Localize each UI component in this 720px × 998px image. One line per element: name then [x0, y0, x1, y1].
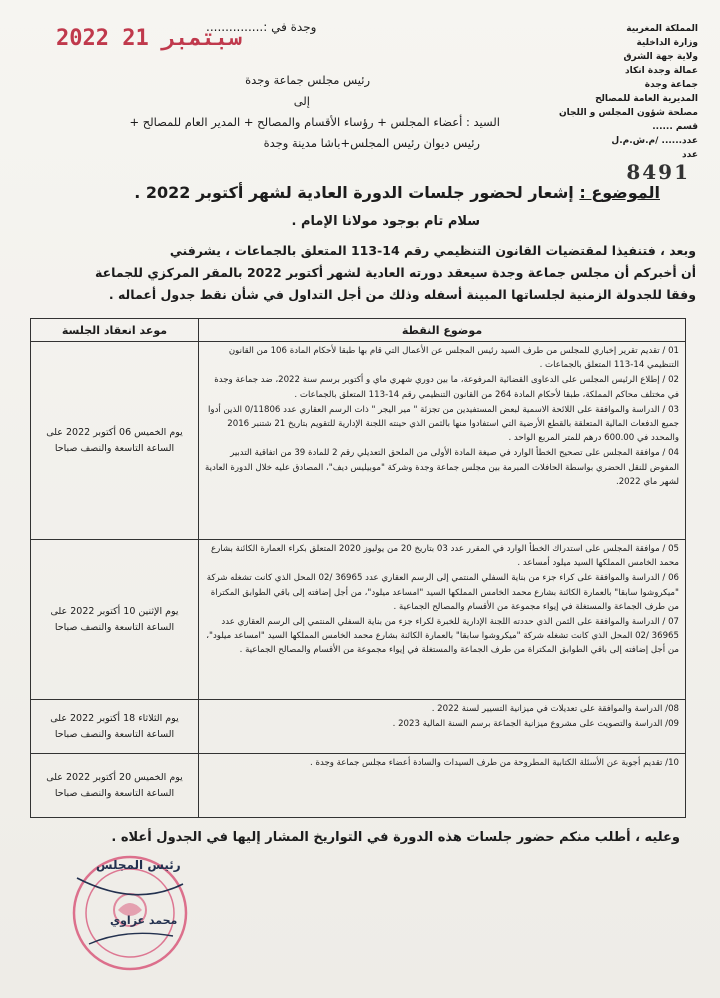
header-line: قسم ...... — [652, 122, 698, 132]
signature-title: رئيس المجلس — [96, 858, 181, 872]
table-row — [31, 700, 686, 754]
agenda-points-cell — [199, 754, 686, 818]
header-line: وزارة الداخلية — [636, 38, 698, 48]
greeting: سلام تام بوجود مولانا الإمام . — [291, 214, 480, 229]
session-date: يوم الثلاثاء 18 أكتوبر 2022 على الساعة التاسعة والنصف صباحا — [31, 700, 199, 754]
intro-paragraph — [26, 240, 696, 306]
agenda-points-cell — [199, 700, 686, 754]
authority-header — [548, 22, 698, 162]
agenda-points-cell — [199, 342, 686, 540]
agenda-point: 05 / موافقة المجلس على استدراك الخطأ الوارد في المقرر عدد 03 بتاريخ 20 من يوليوز 2020 المتعلق بكراء العمارة الكائنة بشارع محمد الخامس المملكها السيد ميلود أمساعد . — [210, 544, 679, 569]
recipients-line: رئيس ديوان رئيس المجلس+باشا مدينة وجدة — [263, 136, 480, 150]
closing-sentence: وعليه ، أطلب منكم حضور جلسات هذه الدورة في التواريخ المشار إليها في الجدول أعلاه . — [111, 830, 680, 845]
header-line: مصلحة شؤون المجلس و اللجان — [558, 108, 698, 118]
intro-line: وفقا للجدولة الزمنية لجلساتها المبينة أسفله وذلك من أجل التداول في شأن نقط جدول أعماله . — [108, 287, 696, 302]
to-label: إلى — [293, 94, 310, 108]
place-label: وجدة في :............... — [206, 20, 317, 34]
agenda-point: 01 / تقديم تقرير إخباري للمجلس من طرف السيد رئيس المجلس عن الأعمال التي قام بها طبقا لأحكام المادة 106 من القانون التنظيمي 14-113 المتعلق بالجماعات . — [228, 346, 679, 371]
column-header-points: موضوع النقطة — [199, 319, 686, 342]
session-date: يوم الخميس 20 أكتوبر 2022 على الساعة التاسعة والنصف صباحا — [31, 754, 199, 818]
table-row — [31, 342, 686, 540]
table-row — [31, 754, 686, 818]
session-date: يوم الإثنين 10 أكتوبر 2022 على الساعة التاسعة والنصف صباحا — [31, 540, 199, 700]
agenda-point: 08/ الدراسة والموافقة على تعديلات في ميزانية التسيير لسنة 2022 . — [431, 704, 679, 714]
intro-line: وبعد ، فتنفيذا لمقتضيات القانون التنظيمي رقم 14-113 المتعلق بالجماعات ، يشرفني — [169, 243, 696, 258]
sender: رئيس مجلس جماعة وجدة — [245, 73, 370, 87]
addressees — [30, 70, 500, 154]
subject — [40, 183, 660, 202]
header-line: المديرية العامة للمصالح — [595, 94, 698, 104]
agenda-point: 02 / إطلاع الرئيس المجلس على الدعاوى القضائية المرفوعة، ما بين دوري شهري ماي و أكتوبر برسم سنة 2022، ضد جماعة وجدة في مختلف محاكم المملكة، طبقا لأحكام المادة 264 من القانون التنظيمي رقم 14-113 المتعلق بالجماعات . — [214, 375, 679, 400]
session-date: يوم الخميس 06 أكتوبر 2022 على الساعة التاسعة والنصف صباحا — [31, 342, 199, 540]
table-header-row — [31, 319, 686, 342]
agenda-point: 10/ تقديم أجوبة عن الأسئلة الكتابية المطروحة من طرف السيدات والسادة أعضاء مجلس جماعة وجدة . — [310, 758, 679, 768]
header-line: جماعة وجدة — [644, 80, 698, 90]
signature-name: محمد عزاوي — [110, 914, 178, 927]
agenda-point: 03 / الدراسة والموافقة على اللائحة الاسمية لبعض المستفيدين من تجزئة " مير اليجر " ذات الرسم العقاري عدد 0/11806 الذين أدوا جميع الدفعات المالية المتعلقة بالقطع الأرضية التي استفادوا منها بالثمن الذي حينته اللجنة الإدارية للتقويم بتاريخ 21 شتنبر 2016 والمحدد في 600.00 درهم للمتر المربع الواحد . — [208, 404, 679, 444]
agenda-point: 04 / موافقة المجلس على تصحيح الخطأ الوارد في صيغة المادة الأولى من الملحق التعديلي رقم 2 للمادة 39 من اتفاقية التدبير المفوض للنقل الحضري بواسطة الحافلات المبرمة بين مجلس جماعة وجدة وشركة "موبيليس ديف"، المصادق عليه خلال الدورة العادية لشهر ماي 2022. — [205, 448, 679, 487]
column-header-date: موعد انعقاد الجلسة — [31, 319, 199, 342]
header-line: ولاية جهة الشرق — [623, 52, 698, 62]
intro-line: أن أخبركم أن مجلس جماعة وجدة سيعقد دورته العادية لشهر أكتوبر 2022 بالمقر المركزي للجماعة — [95, 265, 696, 280]
agenda-table — [30, 318, 686, 818]
recipients-line: السيد : أعضاء المجلس + رؤساء الأقسام والمصالح + المدير العام للمصالح + — [129, 115, 500, 129]
stamped-date: 2022 سبتمبر 21 — [56, 26, 242, 51]
header-line: المملكة المغربية — [626, 24, 698, 34]
subject-text: إشعار لحضور جلسات الدورة العادية لشهر أكتوبر 2022 . — [134, 183, 574, 202]
agenda-point: 07 / الدراسة والموافقة على الثمن الذي حددته اللجنة الإدارية للخبرة لكراء جزء من بناية السفلي المنتمي إلى الرسم العقاري عدد 36965 /02 المحل الذي كانت تشغله شركة "ميكروشوا سابقا" بالعمارة الكائنة بشارع محمد الخامس المملكها السيد "امساعد ميلود"، من أجل إضافته إلى باقي الطوابق المكتراة من طرف الجماعة والمستغلة في إيواء مجموعة من الأقسام والمصالح الجماعية . — [206, 617, 679, 656]
header-line: عدد — [682, 150, 698, 160]
reference-number: 8491 — [626, 160, 690, 184]
agenda-point: 09/ الدراسة والتصويت على مشروع ميزانية الجماعة برسم السنة المالية 2023 . — [392, 719, 679, 730]
agenda-point: 06 / الدراسة والموافقة على كراء جزء من بناية السفلي المنتمي إلى الرسم العقاري عدد 36965 /02 المحل الذي كانت تشغله شركة "ميكروشوا سابقا" بالعمارة الكائنة بشارع محمد الخامس المملكها السيد "امساعد ميلود"، من أجل إضافته إلى باقي الطوابق المكتراة من طرف الجماعة والمستغلة في إيواء مجموعة من الأقسام والمصالح الجماعية . — [206, 573, 679, 612]
agenda-points-cell — [199, 540, 686, 700]
subject-label: الموضوع : — [579, 183, 660, 202]
table-row — [31, 540, 686, 700]
header-line: عدد...... /م.ش.م.ل — [611, 136, 698, 146]
header-line: عمالة وجدة انكاد — [625, 66, 698, 76]
